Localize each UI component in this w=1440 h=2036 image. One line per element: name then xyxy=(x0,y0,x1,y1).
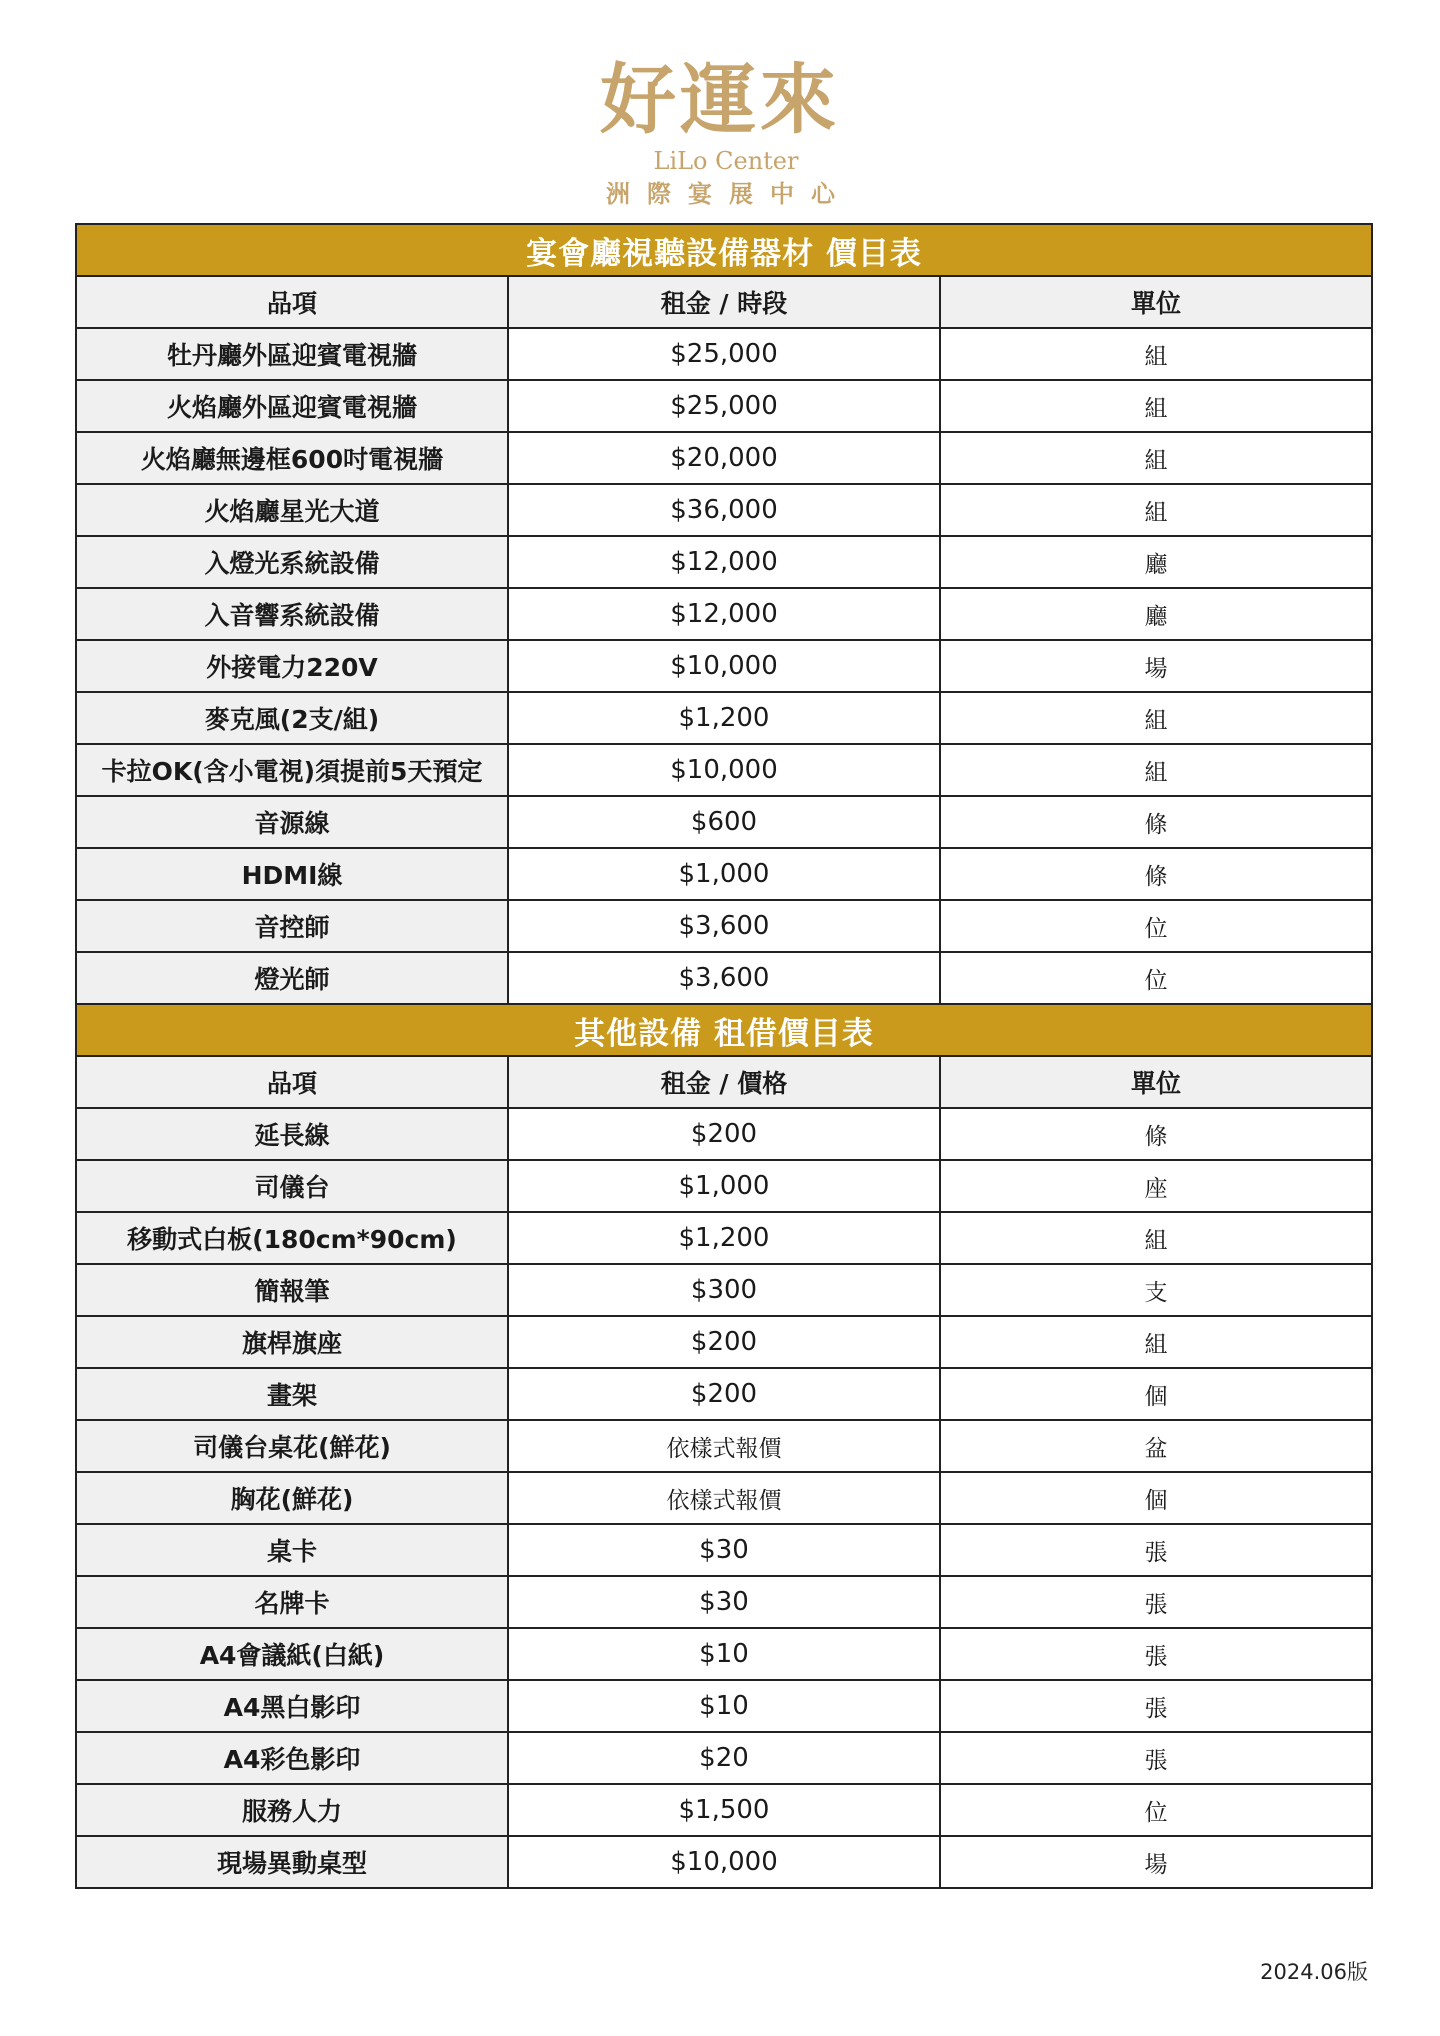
table-row xyxy=(76,1160,1372,1212)
item-price: $1,000 xyxy=(508,1160,940,1212)
item-unit: 場 xyxy=(940,1836,1372,1888)
item-name: 現場異動桌型 xyxy=(76,1836,508,1888)
item-name: 移動式白板(180cm*90cm) xyxy=(76,1212,508,1264)
table-row xyxy=(76,744,1372,796)
table-row xyxy=(76,588,1372,640)
table-row xyxy=(76,640,1372,692)
item-price: $200 xyxy=(508,1316,940,1368)
item-name: 簡報筆 xyxy=(76,1264,508,1316)
item-unit: 組 xyxy=(940,432,1372,484)
table-row xyxy=(76,1628,1372,1680)
table-row xyxy=(76,1264,1372,1316)
item-name: 卡拉OK(含小電視)須提前5天預定 xyxy=(76,744,508,796)
table-row xyxy=(76,1108,1372,1160)
version-label: 2024.06版 xyxy=(1260,1960,1368,1984)
item-unit: 組 xyxy=(940,328,1372,380)
table-row xyxy=(76,1680,1372,1732)
item-price: $300 xyxy=(508,1264,940,1316)
item-unit: 條 xyxy=(940,1108,1372,1160)
item-name: 延長線 xyxy=(76,1108,508,1160)
table-row xyxy=(76,1784,1372,1836)
item-unit: 位 xyxy=(940,952,1372,1004)
item-price: $30 xyxy=(508,1576,940,1628)
header-unit: 單位 xyxy=(940,276,1372,328)
item-price: $10 xyxy=(508,1628,940,1680)
item-price: $200 xyxy=(508,1108,940,1160)
table-row xyxy=(76,952,1372,1004)
item-price: $10 xyxy=(508,1680,940,1732)
item-unit: 廳 xyxy=(940,588,1372,640)
item-price: $12,000 xyxy=(508,588,940,640)
table-row xyxy=(76,1524,1372,1576)
header-price: 租金 / 價格 xyxy=(508,1056,940,1108)
item-name: 火焰廳無邊框600吋電視牆 xyxy=(76,432,508,484)
section-title: 宴會廳視聽設備器材 價目表 xyxy=(76,224,1372,276)
item-unit: 盆 xyxy=(940,1420,1372,1472)
logo-name-en: LiLo Center xyxy=(653,147,799,175)
item-name: 音源線 xyxy=(76,796,508,848)
section-banner xyxy=(76,1004,1372,1056)
item-unit: 廳 xyxy=(940,536,1372,588)
table-row xyxy=(76,1836,1372,1888)
item-unit: 場 xyxy=(940,640,1372,692)
item-unit: 組 xyxy=(940,1212,1372,1264)
item-price: $1,200 xyxy=(508,1212,940,1264)
item-name: 司儀台 xyxy=(76,1160,508,1212)
item-unit: 組 xyxy=(940,692,1372,744)
item-unit: 張 xyxy=(940,1680,1372,1732)
item-unit: 條 xyxy=(940,848,1372,900)
table-row xyxy=(76,484,1372,536)
table-row xyxy=(76,536,1372,588)
section-banner xyxy=(76,224,1372,276)
item-name: 旗桿旗座 xyxy=(76,1316,508,1368)
item-name: A4會議紙(白紙) xyxy=(76,1628,508,1680)
table-row xyxy=(76,1420,1372,1472)
header-unit: 單位 xyxy=(940,1056,1372,1108)
table-row xyxy=(76,432,1372,484)
item-unit: 支 xyxy=(940,1264,1372,1316)
item-name: HDMI線 xyxy=(76,848,508,900)
item-price: $1,500 xyxy=(508,1784,940,1836)
item-price: $12,000 xyxy=(508,536,940,588)
item-name: 桌卡 xyxy=(76,1524,508,1576)
item-name: 音控師 xyxy=(76,900,508,952)
header-item: 品項 xyxy=(76,276,508,328)
item-price: $1,000 xyxy=(508,848,940,900)
item-name: 火焰廳外區迎賓電視牆 xyxy=(76,380,508,432)
item-name: 牡丹廳外區迎賓電視牆 xyxy=(76,328,508,380)
table-row xyxy=(76,1576,1372,1628)
item-unit: 組 xyxy=(940,380,1372,432)
item-unit: 張 xyxy=(940,1524,1372,1576)
item-name: 燈光師 xyxy=(76,952,508,1004)
item-name: 火焰廳星光大道 xyxy=(76,484,508,536)
logo-name-zh: 洲際宴展中心 xyxy=(606,180,852,208)
item-unit: 組 xyxy=(940,484,1372,536)
item-price: $25,000 xyxy=(508,380,940,432)
item-name: A4彩色影印 xyxy=(76,1732,508,1784)
item-price: $20,000 xyxy=(508,432,940,484)
item-price: $10,000 xyxy=(508,640,940,692)
header-row xyxy=(76,276,1372,328)
item-unit: 座 xyxy=(940,1160,1372,1212)
item-name: 名牌卡 xyxy=(76,1576,508,1628)
header-row xyxy=(76,1056,1372,1108)
item-unit: 張 xyxy=(940,1628,1372,1680)
logo-mark: 好運來 xyxy=(600,55,840,144)
table-row xyxy=(76,1732,1372,1784)
table-row xyxy=(76,796,1372,848)
item-unit: 張 xyxy=(940,1576,1372,1628)
item-unit: 個 xyxy=(940,1472,1372,1524)
item-price: $30 xyxy=(508,1524,940,1576)
table-row xyxy=(76,692,1372,744)
item-price: $10,000 xyxy=(508,1836,940,1888)
item-price: $1,200 xyxy=(508,692,940,744)
item-price: $3,600 xyxy=(508,952,940,1004)
item-price: $10,000 xyxy=(508,744,940,796)
item-name: 入音響系統設備 xyxy=(76,588,508,640)
item-name: 畫架 xyxy=(76,1368,508,1420)
header-price: 租金 / 時段 xyxy=(508,276,940,328)
table-row xyxy=(76,380,1372,432)
table-row xyxy=(76,1368,1372,1420)
logo xyxy=(0,54,1440,212)
item-name: 外接電力220V xyxy=(76,640,508,692)
item-price: $36,000 xyxy=(508,484,940,536)
item-price: 依樣式報價 xyxy=(508,1472,940,1524)
table-row xyxy=(76,900,1372,952)
item-unit: 條 xyxy=(940,796,1372,848)
item-name: 胸花(鮮花) xyxy=(76,1472,508,1524)
item-name: A4黑白影印 xyxy=(76,1680,508,1732)
table-row xyxy=(76,848,1372,900)
item-name: 司儀台桌花(鮮花) xyxy=(76,1420,508,1472)
item-price: $25,000 xyxy=(508,328,940,380)
item-name: 服務人力 xyxy=(76,1784,508,1836)
item-unit: 位 xyxy=(940,900,1372,952)
table-row xyxy=(76,1472,1372,1524)
item-price: $200 xyxy=(508,1368,940,1420)
table-row xyxy=(76,1316,1372,1368)
item-price: $20 xyxy=(508,1732,940,1784)
price-table xyxy=(75,223,1373,1889)
item-unit: 組 xyxy=(940,744,1372,796)
header-item: 品項 xyxy=(76,1056,508,1108)
item-unit: 張 xyxy=(940,1732,1372,1784)
item-unit: 個 xyxy=(940,1368,1372,1420)
item-price: $3,600 xyxy=(508,900,940,952)
table-row xyxy=(76,1212,1372,1264)
item-name: 入燈光系統設備 xyxy=(76,536,508,588)
item-price: $600 xyxy=(508,796,940,848)
item-unit: 組 xyxy=(940,1316,1372,1368)
item-name: 麥克風(2支/組) xyxy=(76,692,508,744)
table-row xyxy=(76,328,1372,380)
item-price: 依樣式報價 xyxy=(508,1420,940,1472)
section-title: 其他設備 租借價目表 xyxy=(76,1004,1372,1056)
item-unit: 位 xyxy=(940,1784,1372,1836)
